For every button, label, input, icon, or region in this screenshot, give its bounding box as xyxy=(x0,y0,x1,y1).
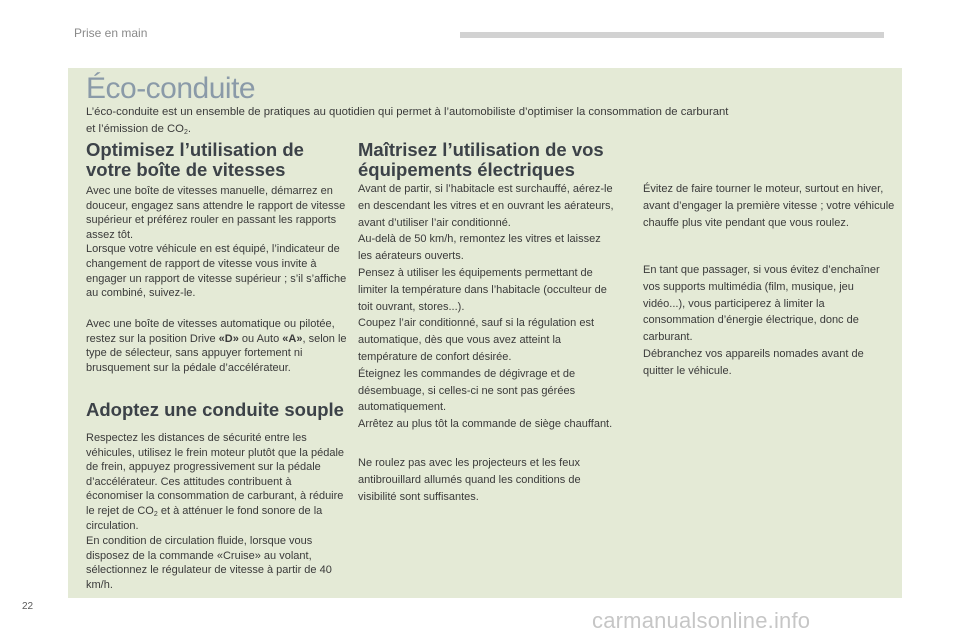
smooth-driving-text xyxy=(86,431,348,533)
cruise-control-text: En condition de circulation fluide, lorsque vous disposez de la commande «Cruise» au volant, sélectionnez le régulateur de vitesse à partir de 40 km/h. xyxy=(86,535,332,591)
smooth-p1-start: Respectez les distances de sécurité entre les véhicules, utilisez le frein moteur plutôt que la pédale de frein, appuyez progressivement sur la pédale d’accélérateur. Ces attitudes contribuent à économiser la consommation de carburant, à réduire le rejet de CO xyxy=(86,432,345,517)
heading-gearbox xyxy=(86,140,346,180)
gearbox-p3-start: Avec une boîte de vitesses automatique ou pilotée, restez sur la position Drive xyxy=(86,318,335,345)
drive-position-label: «D» xyxy=(218,332,239,345)
headlights-text: Ne roulez pas avec les projecteurs et les feux antibrouillard allumés quand les conditions de visibilité sont suffisantes. xyxy=(358,457,581,503)
heading-gearbox-line1: Optimisez l’utilisation de xyxy=(86,139,304,160)
electrical-p4: Coupez l’air conditionné, sauf si la régulation est automatique, dès que vous avez atteint la température de confort désirée. xyxy=(358,317,595,363)
page-title: Éco-conduite xyxy=(86,72,256,105)
passenger-multimedia-text xyxy=(643,262,895,380)
heading-gearbox-line2: votre boîte de vitesses xyxy=(86,159,286,180)
electrical-p5: Éteignez les commandes de dégivrage et de désembuage, si celles-ci ne sont pas gérées automatiquement. xyxy=(358,367,576,414)
intro-line1: L’éco-conduite est un ensemble de pratiques au quotidien qui permet à l’automobiliste d’optimiser la consommation de carburant xyxy=(86,106,729,118)
intro-subscript: 2 xyxy=(183,129,188,136)
multimedia-p1: En tant que passager, si vous évitez d’enchaîner vos supports multimédia (film, musique, jeu vidéo...), vous participerez à limiter la consommation d’énergie électrique, donc de carburant. xyxy=(643,264,880,344)
gearbox-manual-text xyxy=(86,184,348,301)
co2-subscript: 2 xyxy=(153,510,158,518)
smooth-p1-end: et à atténuer le fond sonore de la circulation. xyxy=(86,504,323,532)
section-title: Prise en main xyxy=(74,26,148,40)
header-divider xyxy=(460,32,884,38)
gearbox-auto-text xyxy=(86,317,348,375)
electrical-p1: Avant de partir, si l’habitacle est surchauffé, aérez-le en descendant les vitres et en ouvrant les aérateurs, avant d’utiliser l’air conditionné. xyxy=(358,183,614,229)
intro-line2-end: . xyxy=(187,123,191,135)
heading-electrical xyxy=(358,140,638,180)
gearbox-p3-mid: ou Auto xyxy=(238,332,283,345)
electrical-text xyxy=(358,181,616,433)
watermark: carmanualsonline.info xyxy=(592,608,811,633)
gearbox-p1: Avec une boîte de vitesses manuelle, démarrez en douceur, engagez sans attendre le rapport de vitesse supérieur et préférez rouler en passant les rapports assez tôt. xyxy=(86,185,346,241)
gearbox-p3-end: , selon le type de sélecteur, sans appuyer fortement ni brusquement sur la pédale d’accélérateur. xyxy=(86,332,347,374)
electrical-p2: Au-delà de 50 km/h, remontez les vitres et laissez les aérateurs ouverts. xyxy=(358,233,601,263)
heading-smooth-driving: Adoptez une conduite souple xyxy=(86,399,344,420)
intro-line2: et l’émission de CO xyxy=(86,123,184,135)
engine-warmup-text: Évitez de faire tourner le moteur, surtout en hiver, avant d’engager la première vitesse ; votre véhicule chauffe plus vite pendant que vous roulez. xyxy=(643,183,895,229)
electrical-p3: Pensez à utiliser les équipements permettant de limiter la température dans l’habitacle (occulteur de toit ouvrant, stores...). xyxy=(358,266,607,313)
heading-electrical-line1: Maîtrisez l’utilisation de vos xyxy=(358,139,604,160)
heading-electrical-line2: équipements électriques xyxy=(358,159,575,180)
auto-position-label: «A» xyxy=(282,332,303,345)
electrical-p6: Arrêtez au plus tôt la commande de siège chauffant. xyxy=(358,418,613,431)
gearbox-p2: Lorsque votre véhicule en est équipé, l’indicateur de changement de rapport de vitesse vous invite à engager un rapport de vitesse supérieur ; s’il s’affiche au combiné, suivez-le. xyxy=(86,243,347,300)
page-number: 22 xyxy=(22,601,34,612)
intro-text xyxy=(86,104,886,138)
multimedia-p2: Débranchez vos appareils nomades avant de quitter le véhicule. xyxy=(643,347,864,377)
